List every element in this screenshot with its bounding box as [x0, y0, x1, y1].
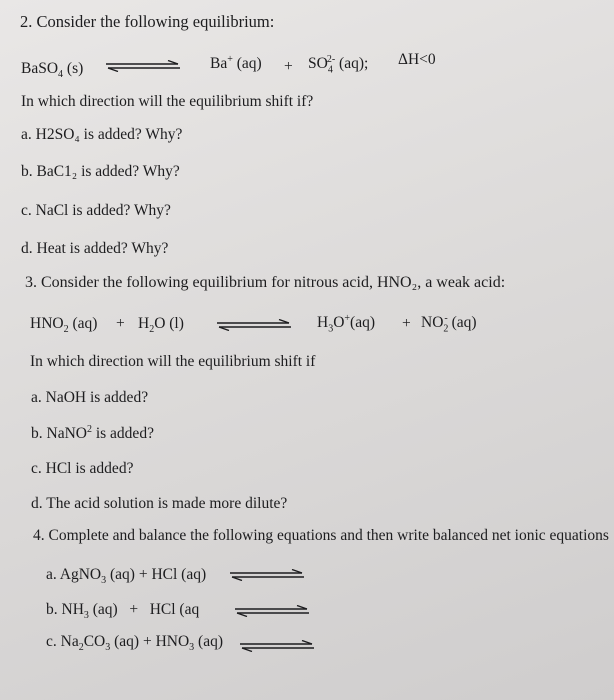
q2-product-ba: Ba+ (aq)	[210, 54, 262, 73]
q2-part-a: a. H2SO₄ is added? Why?	[21, 126, 183, 143]
q2-heading: 2. Consider the following equilibrium:	[20, 12, 275, 31]
q2-product-so4: $SO_4^{2-}$ (aq);	[308, 54, 369, 76]
q3-prompt: In which direction will the equilibrium shift if	[30, 353, 316, 370]
q3-rhs-no2: $NO_2^-$ (aq)	[421, 313, 477, 335]
q3-part-a: a. NaOH is added?	[31, 389, 149, 406]
q2-part-b: b. BaC1₂ is added? Why?	[21, 163, 180, 180]
equilibrium-arrow-icon	[233, 605, 311, 617]
q2-plus: +	[284, 58, 293, 75]
equilibrium-arrow-icon	[104, 60, 182, 72]
q3-rhs-h3o: $H_3O^+(aq)$	[317, 313, 375, 335]
q4-heading: 4. Complete and balance the following equations and then write balanced net ionic equations	[33, 527, 609, 544]
q2-part-c: c. NaCl is added? Why?	[21, 202, 171, 219]
equilibrium-arrow-icon	[228, 569, 306, 581]
q4-part-b: b. $NH_3$ (aq) + HCl (aq	[46, 601, 200, 622]
q3-part-b: b. NaNO$^2$ is added?	[31, 424, 154, 443]
q4-part-c: c. $Na_2CO_3$ $(aq) + HNO_3$ (aq)	[46, 633, 223, 654]
q2-part-d: d. Heat is added? Why?	[21, 240, 169, 257]
q4-part-a: a. AgNO$_3$ (aq) + HCl (aq)	[46, 566, 207, 587]
q3-plus-2: +	[402, 315, 411, 332]
equilibrium-arrow-icon	[215, 319, 293, 331]
q3-part-d: d. The acid solution is made more dilute?	[31, 495, 288, 512]
q3-lhs-hno2: $HNO_2$ (aq)	[30, 315, 98, 336]
equilibrium-arrow-icon	[238, 640, 316, 652]
q2-reactant: BaSO$_4$ (s)	[21, 60, 84, 81]
q3-part-c: c. HCl is added?	[31, 460, 134, 477]
q3-lhs-h2o: $H_2O$ (l)	[138, 315, 184, 336]
q2-prompt: In which direction will the equilibrium shift if?	[21, 93, 314, 110]
q2-enthalpy: ΔH<0	[398, 51, 436, 68]
q3-plus: +	[116, 315, 125, 332]
q3-heading: 3. Consider the following equilibrium for nitrous acid, HNO₂, a weak acid:	[25, 274, 506, 291]
